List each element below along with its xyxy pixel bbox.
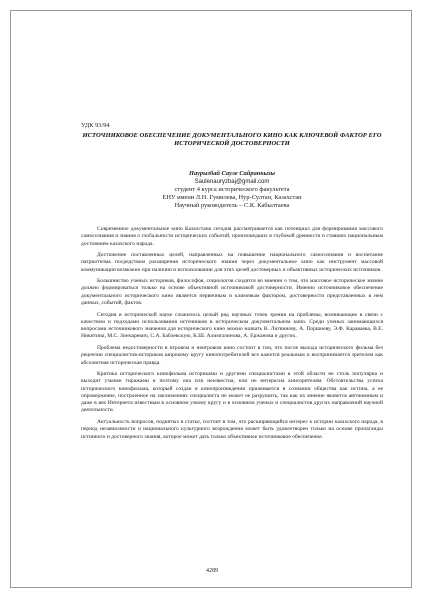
author-block	[81, 170, 383, 210]
author-university: ЕНУ имени Л.Н. Гумилева, Нур-Султан, Казахстан	[162, 194, 302, 201]
paragraph: Большинство ученых историков, философов, социологов сходятся во мнении о том, что массовое историческое знание должно формироваться только на основе объективной источниковой достоверности. Именно источниковое обеспечение документального исторического кино является первичным и ключевым фактором, достоверности представленных в нем данных, событий, фактов.	[81, 278, 383, 307]
paragraph: Критика исторического кинофильма историками и другими специалистами в этой области не столь популярна и выходит узкими тиражами и поэтому она или неизвестна, или не интересна кинозрителям. Обстоятельства успеха исторического кинофильма, который создан в кинопроизведении приживается в сознании общества как истина, а ее опровержение, построенное на заключениях специалиста не может ее разрушить, так как их мнение является автономным и даже в век Интернета известным в основном узкому кругу и в основном ученых и специалистов других направлений научной деятельности.	[81, 370, 383, 414]
paragraph: Сегодня в исторической науке сложилось целый ряд научных точек зрения на проблемы, возникающие в связи с качеством и подходами использования источников в историческом документальном кино. Среди ученых занимающихся вопросами источникового значения для исторического кино можно назвать В. Литвинову, А. Поршневу, Э.Ф. Караваева, В.Е. Никитина, М.С. Зинчаревич, С.А. Баблевскую, К.Ш. Алимгазинова, А. Ержанова и других.	[81, 311, 383, 340]
paragraph: Достижение поставленных целей, направленных на повышение национального самосознания и воспитание патриотизма посредством расширения исторического знания через документальное кино как инструмент массовой коммуникации возможно при наличии и использовании для этих целей достоверных и объективных исторических источников.	[81, 252, 383, 273]
author-supervisor: Научный руководитель – С.К. Кабылтаева	[174, 202, 290, 209]
author-email: Saulenauryzbaj@gmail.com	[194, 179, 270, 185]
paragraph: Проблема недостоверности в игровом и неигровом кино состоит в том, что после выхода исторического фильма без рецензии специалистов-историков широкому кругу кинопотребителей все кажется реальным и воспринимается зрителем как абсолютная историческая правда.	[81, 344, 383, 366]
author-name: Наурызбай Сауле Сайранкызы	[189, 170, 275, 177]
paragraph: Актуальность вопросов, поднятых в статье, состоит в том, что расширяющийся интерес к истории казахского народа, в период независимости и национального культурного возрождения может быть удовлетворен только на основе пропаганды истинного и достоверного знания, которое может дать только объективное источниковое обеспечение.	[81, 418, 383, 440]
article-body	[81, 226, 383, 445]
author-position: студент 4 курса исторического факультета	[174, 186, 290, 193]
udk-code: УДК 93/94	[81, 122, 110, 129]
page-number: 4289	[206, 568, 218, 574]
document-page	[10, 10, 412, 588]
article-title: ИСТОЧНИКОВОЕ ОБЕСПЕЧЕНИЕ ДОКУМЕНТАЛЬНОГО КИНО КАК КЛЮЧЕВОЙ ФАКТОР ЕГО ИСТОРИЧЕСКОЙ ДОСТОВЕРНОСТИ	[82, 132, 382, 148]
paragraph: Современное документальное кино Казахстана сегодня рассматривается как потенциал для формирования массового самосознания и знания о глобальности исторических событий, произошедших в глубокой древности и ставших национальным достоянием казахского народа.	[81, 226, 383, 247]
